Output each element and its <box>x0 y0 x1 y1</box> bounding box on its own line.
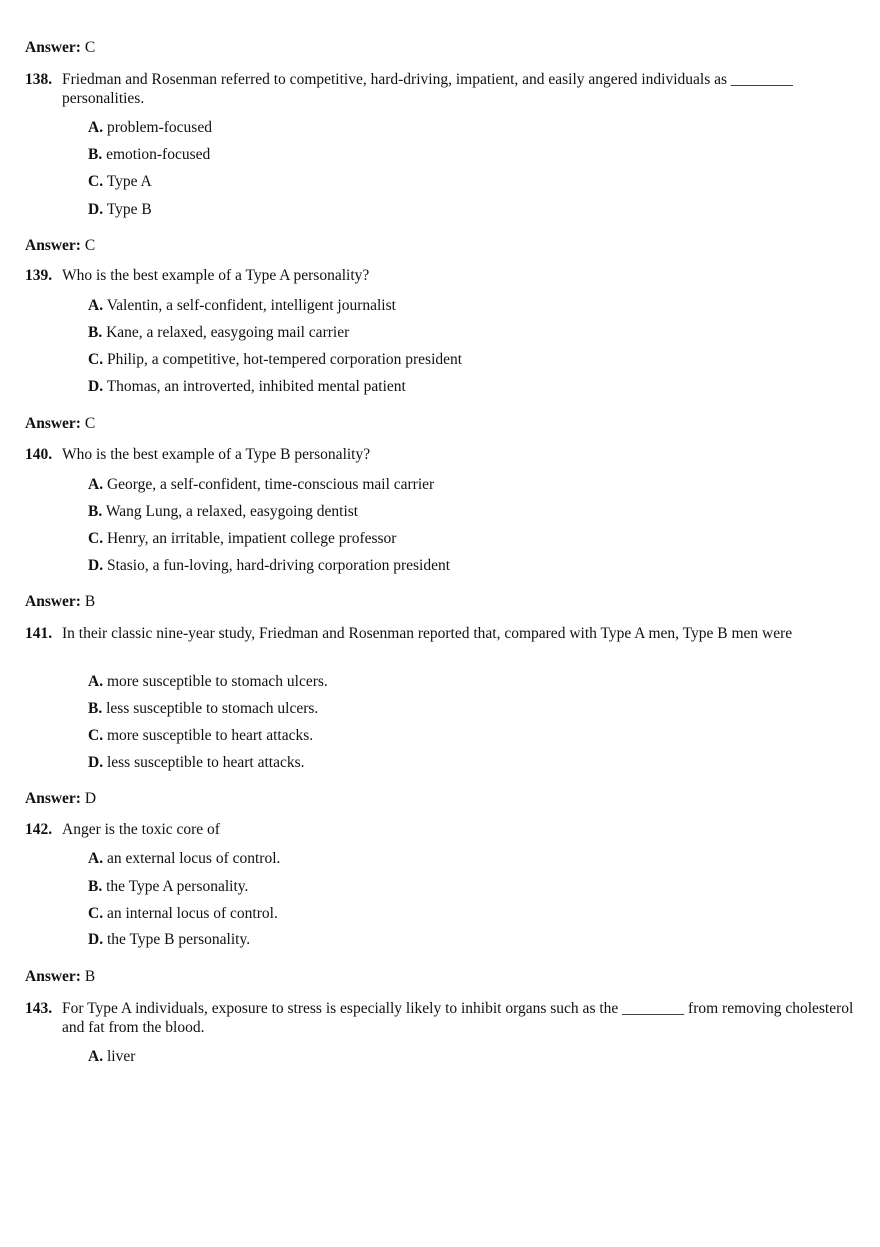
option-letter: A. <box>88 297 104 314</box>
option-text: Stasio, a fun-loving, hard-driving corporation president <box>106 557 451 574</box>
option-text: more susceptible to stomach ulcers. <box>106 673 328 690</box>
answer-label: Answer: <box>25 415 81 432</box>
question-text: Friedman and Rosenman referred to competitive, hard-driving, impatient, and easily angered individuals as ________ personalities. <box>62 71 793 107</box>
option-text: Philip, a competitive, hot-tempered corporation president <box>106 351 463 368</box>
option-text: problem-focused <box>106 119 212 136</box>
option-text: Type A <box>106 173 152 190</box>
option-text: the Type B personality. <box>106 931 251 948</box>
option-letter: C. <box>88 905 104 922</box>
option-text: emotion-focused <box>106 146 211 163</box>
question-number: 139. <box>25 267 53 284</box>
option-letter: B. <box>88 503 103 520</box>
option-letter: A. <box>88 673 104 690</box>
answer-value: D <box>84 790 97 807</box>
question-number: 142. <box>25 821 53 838</box>
option-b <box>88 877 248 896</box>
option-letter: D. <box>88 754 104 771</box>
option-letter: C. <box>88 530 104 547</box>
option-text: Kane, a relaxed, easygoing mail carrier <box>106 324 350 341</box>
option-text: Wang Lung, a relaxed, easygoing dentist <box>105 503 359 520</box>
question-text: In their classic nine-year study, Friedman and Rosenman reported that, compared with Type A men, Type B men were <box>62 625 793 642</box>
question-text: For Type A individuals, exposure to stress is especially likely to inhibit organs such as the ________ from removing cholesterol and fat from the blood. <box>62 1000 854 1036</box>
answer-value: B <box>84 593 96 610</box>
option-letter: A. <box>88 1048 104 1065</box>
option-c <box>88 904 278 923</box>
option-text: an internal locus of control. <box>106 905 278 922</box>
question-number: 140. <box>25 446 53 463</box>
answer-label: Answer: <box>25 237 81 254</box>
option-a <box>88 118 212 137</box>
question-text: Anger is the toxic core of <box>62 821 220 838</box>
question-number: 138. <box>25 71 53 88</box>
option-b <box>88 323 349 342</box>
option-letter: A. <box>88 476 104 493</box>
option-letter: B. <box>88 878 103 895</box>
answer-label: Answer: <box>25 593 81 610</box>
answer-line-141 <box>25 789 96 808</box>
question-text: Who is the best example of a Type A personality? <box>62 267 370 284</box>
option-text: liver <box>106 1048 136 1065</box>
option-text: Valentin, a self-confident, intelligent journalist <box>106 297 396 314</box>
option-text: Thomas, an introverted, inhibited mental patient <box>106 378 406 395</box>
question-text: Who is the best example of a Type B personality? <box>62 446 371 463</box>
answer-label: Answer: <box>25 968 81 985</box>
question-number: 141. <box>25 625 53 642</box>
option-letter: C. <box>88 173 104 190</box>
answer-value: C <box>84 415 96 432</box>
option-a <box>88 672 328 691</box>
option-letter: B. <box>88 700 103 717</box>
answer-value: C <box>84 39 96 56</box>
option-letter: A. <box>88 850 104 867</box>
option-d <box>88 556 450 575</box>
option-letter: D. <box>88 931 104 948</box>
option-letter: B. <box>88 146 103 163</box>
option-c <box>88 726 313 745</box>
answer-label: Answer: <box>25 790 81 807</box>
option-letter: D. <box>88 201 104 218</box>
option-b <box>88 145 210 164</box>
option-d <box>88 200 152 219</box>
option-c <box>88 172 152 191</box>
option-letter: C. <box>88 727 104 744</box>
answer-line-138 <box>25 236 95 255</box>
option-a <box>88 849 280 868</box>
option-b <box>88 699 318 718</box>
option-text: the Type A personality. <box>106 878 249 895</box>
option-c <box>88 529 396 548</box>
option-a <box>88 475 434 494</box>
option-letter: D. <box>88 557 104 574</box>
option-text: George, a self-confident, time-conscious mail carrier <box>106 476 435 493</box>
option-a <box>88 296 396 315</box>
option-text: less susceptible to stomach ulcers. <box>106 700 319 717</box>
answer-value: C <box>84 237 96 254</box>
answer-line-142 <box>25 967 95 986</box>
option-text: Type B <box>106 201 152 218</box>
option-d <box>88 377 406 396</box>
question-number: 143. <box>25 1000 53 1017</box>
option-a <box>88 1047 135 1066</box>
answer-line-139 <box>25 414 95 433</box>
option-text: more susceptible to heart attacks. <box>106 727 314 744</box>
option-letter: B. <box>88 324 103 341</box>
answer-value: B <box>84 968 96 985</box>
option-letter: A. <box>88 119 104 136</box>
option-letter: D. <box>88 378 104 395</box>
option-c <box>88 350 462 369</box>
option-text: an external locus of control. <box>106 850 281 867</box>
option-b <box>88 502 358 521</box>
option-text: less susceptible to heart attacks. <box>106 754 305 771</box>
option-text: Henry, an irritable, impatient college professor <box>106 530 397 547</box>
answer-line-top <box>25 38 95 57</box>
answer-line-140 <box>25 592 95 611</box>
option-letter: C. <box>88 351 104 368</box>
answer-label: Answer: <box>25 39 81 56</box>
option-d <box>88 753 305 772</box>
option-d <box>88 930 250 949</box>
